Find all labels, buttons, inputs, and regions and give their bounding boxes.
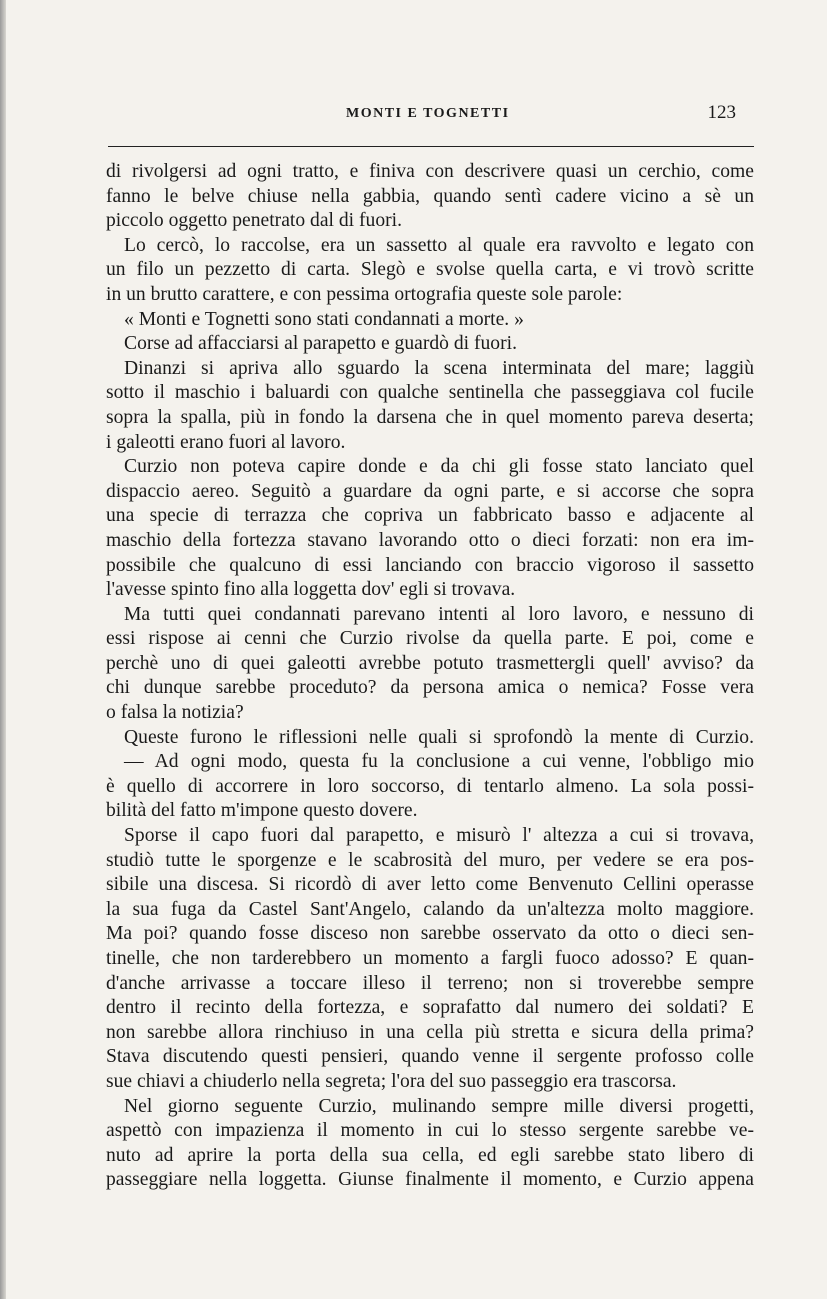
text-line: essi rispose ai cenni che Curzio rivolse da quella parte. E poi, come e	[106, 628, 754, 650]
text-line: Dinanzi si apriva allo sguardo la scena interminata del mare; laggiù	[124, 357, 754, 379]
page-header	[108, 100, 754, 130]
text-line: maschio della fortezza stavano lavorando otto o dieci forzati: non era im-	[106, 529, 754, 551]
text-line: la sua fuga da Castel Sant'Angelo, calando da un'altezza molto maggiore.	[106, 898, 754, 920]
text-line: o falsa la notizia?	[106, 702, 244, 724]
text-line: passeggiare nella loggetta. Giunse finalmente il momento, e Curzio appena	[106, 1169, 754, 1191]
text-line: Queste furono le riflessioni nelle quali si sprofondò la mente di Curzio.	[124, 726, 754, 748]
text-line: bilità del fatto m'impone questo dovere.	[106, 800, 418, 822]
text-line: sibile una discesa. Si ricordò di aver letto come Benvenuto Cellini operasse	[106, 874, 754, 896]
page-binding-edge	[0, 0, 6, 1299]
running-title: MONTI E TOGNETTI	[346, 106, 510, 121]
text-line: è quello di accorrere in loro soccorso, di tentarlo almeno. La sola possi-	[106, 775, 754, 797]
text-line: tinelle, che non tarderebbero un momento a fargli fuoco adosso? E quan-	[106, 948, 754, 969]
header-rule	[108, 146, 754, 147]
text-line: Corse ad affacciarsi al parapetto e guardò di fuori.	[124, 333, 517, 355]
text-line: dentro il recinto della fortezza, e soprafatto dal numero dei soldati? E	[106, 997, 754, 1019]
text-line: un filo un pezzetto di carta. Slegò e svolse quella carta, e vi trovò scritte	[106, 259, 754, 281]
text-line: Sporse il capo fuori dal parapetto, e misurò l' altezza a cui si trovava,	[124, 825, 754, 847]
text-line: — Ad ogni modo, questa fu la conclusione a cui venne, l'obbligo mio	[124, 751, 754, 773]
text-line: possibile che qualcuno di essi lanciando con braccio vigoroso il sassetto	[106, 554, 754, 576]
text-line: Lo cercò, lo raccolse, era un sassetto al quale era ravvolto e legato con	[124, 234, 754, 256]
text-line: dispaccio aereo. Seguitò a guardare da ogni parte, e si accorse che sopra	[106, 480, 754, 502]
text-line: d'anche arrivasse a toccare illeso il terreno; non si troverebbe sempre	[106, 972, 754, 994]
text-line: « Monti e Tognetti sono stati condannati a morte. »	[124, 308, 524, 330]
text-line: chi dunque sarebbe proceduto? da persona amica o nemica? Fosse vera	[106, 677, 754, 699]
text-line: non sarebbe allora rinchiuso in una cella più stretta e sicura della prima?	[106, 1021, 754, 1043]
text-line: aspettò con impazienza il momento in cui lo stesso sergente sarebbe ve-	[106, 1120, 754, 1142]
text-line: i galeotti erano fuori al lavoro.	[106, 431, 346, 453]
text-line: una specie di terrazza che copriva un fabbricato basso e adjacente al	[106, 505, 754, 527]
text-line: Ma tutti quei condannati parevano intenti al loro lavoro, e nessuno di	[124, 603, 754, 625]
body-text	[106, 160, 754, 1193]
text-line: sotto il maschio i baluardi con qualche sentinella che passeggiava col fucile	[106, 382, 754, 404]
text-line: Curzio non poteva capire donde e da chi gli fosse stato lanciato quel	[124, 456, 754, 478]
text-line: di rivolgersi ad ogni tratto, e finiva con descrivere quasi un cerchio, come	[106, 161, 754, 182]
text-line: l'avesse spinto fino alla loggetta dov' egli si trovava.	[106, 579, 516, 601]
text-line: perchè uno di quei galeotti avrebbe potuto trasmettergli quell' avviso? da	[106, 652, 754, 674]
text-line: studiò tutte le sporgenze e le scabrosità del muro, per vedere se era pos-	[106, 849, 754, 871]
text-line: fanno le belve chiuse nella gabbia, quando sentì cadere vicino a sè un	[106, 185, 754, 207]
text-line: Ma poi? quando fosse disceso non sarebbe osservato da otto o dieci sen-	[106, 923, 754, 945]
text-line: sue chiavi a chiuderlo nella segreta; l'ora del suo passeggio era trascorsa.	[106, 1070, 677, 1092]
text-line: sopra la spalla, più in fondo la darsena che in quel momento pareva deserta;	[106, 406, 754, 428]
page-number: 123	[707, 102, 736, 123]
text-line: Nel giorno seguente Curzio, mulinando sempre mille diversi progetti,	[124, 1095, 754, 1117]
text-line: piccolo oggetto penetrato dal di fuori.	[106, 210, 402, 232]
text-line: Stava discutendo questi pensieri, quando venne il sergente profosso colle	[106, 1046, 754, 1068]
text-line: in un brutto carattere, e con pessima ortografia queste sole parole:	[106, 283, 623, 305]
text-line: nuto ad aprire la porta della sua cella, ed egli sarebbe stato libero di	[106, 1144, 754, 1166]
